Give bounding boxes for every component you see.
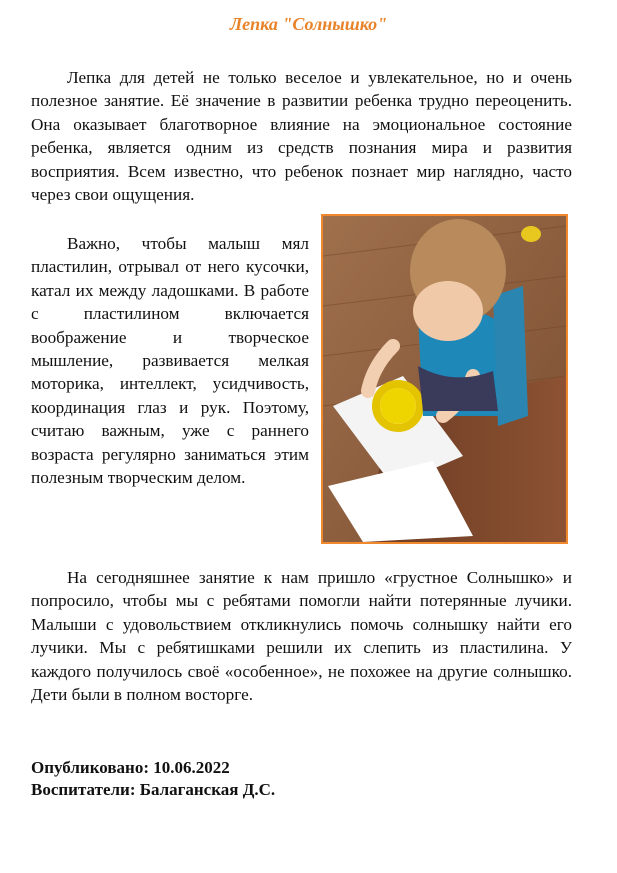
paragraph-lesson: На сегодняшнее занятие к нам пришло «грустное Солнышко» и попросило, чтобы мы с ребятами помогли найти потерянные лучики. Малыши с удовольствием откликнулись помочь солнышку найти его лучики. Мы с ребятишками решили их слепить из пластилина. У каждого получилось своё «особенное», не похожее на другие солнышко. Дети были в полном восторге. [31,568,572,705]
child-sculpting-photo [321,214,568,544]
photo-illustration [323,216,566,542]
published-date: Опубликовано: 10.06.2022 [31,758,230,777]
page-title: Лепка "Солнышко" [229,14,388,34]
paragraph-importance: Важно, чтобы малыш мял пластилин, отрывал от него кусочки, катал их между ладошками. В работе с пластилином включается воображение и творческое мышление, развивается мелкая моторика, интеллект, усидчивость, координация глаз и рук. Поэтому, считаю важным, уже с раннего возраста регулярно заниматься этим полезным творческим делом. [31,234,309,488]
paragraph-intro: Лепка для детей не только веселое и увлекательное, но и очень полезное занятие. Её значение в развитии ребенка трудно переоценить. Она оказывает благотворное влияние на эмоциональное состояние ребенка, является одним из средств познания мира и развития восприятия. Всем известно, что ребенок познает мир наглядно, часто через свои ощущения. [31,68,572,205]
authors-line: Воспитатели: Балаганская Д.С. [31,780,276,799]
